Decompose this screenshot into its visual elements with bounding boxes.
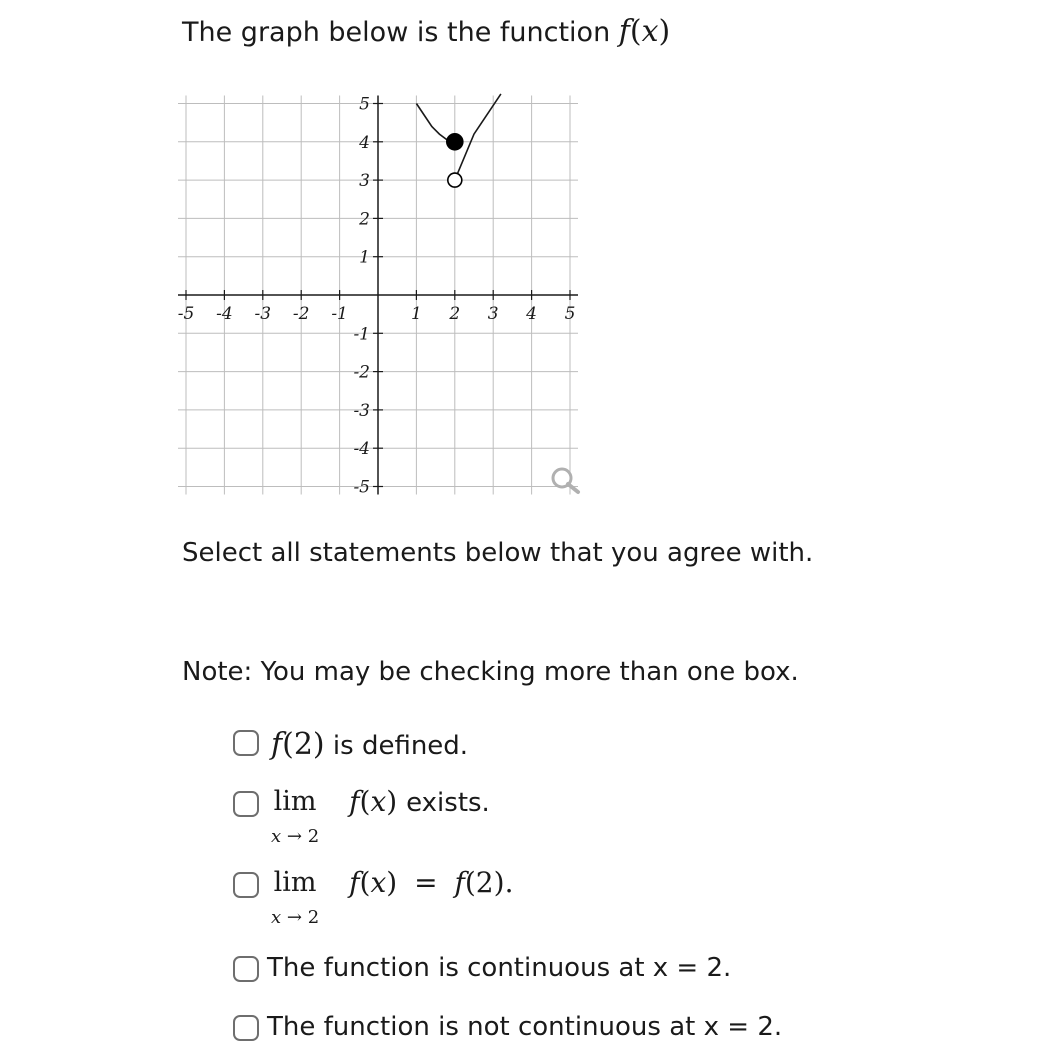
x-tick-label: -2 — [292, 304, 310, 324]
option-continuous[interactable] — [233, 953, 731, 983]
function-graph — [170, 88, 590, 508]
y-tick-label: -4 — [353, 439, 370, 460]
y-tick-label: -2 — [353, 362, 370, 383]
option-label: is defined. — [332, 731, 469, 761]
option-limit-exists[interactable]: lim x → 2 f(x) exists. — [233, 788, 490, 847]
y-tick-label: -5 — [353, 477, 370, 498]
x-tick-label: 1 — [410, 304, 422, 324]
x-tick-label: 5 — [564, 304, 576, 324]
limit-operator: lim x → 2 — [271, 786, 320, 847]
open-point — [448, 173, 462, 187]
x-tick-label: 3 — [487, 304, 499, 324]
x-tick-label: -3 — [254, 304, 272, 324]
y-tick-label: -1 — [353, 324, 370, 345]
y-tick-label: 3 — [359, 171, 370, 192]
question-prompt — [182, 14, 670, 49]
function-notation: f(x) — [618, 14, 671, 49]
tick-labels — [178, 95, 576, 498]
limit-operator: lim x → 2 — [271, 867, 320, 928]
y-tick-label: 1 — [359, 247, 370, 268]
checkbox[interactable] — [233, 956, 259, 982]
checkbox[interactable] — [233, 730, 259, 756]
instructions-text: Select all statements below that you agree with. — [182, 538, 814, 568]
filled-point — [447, 134, 463, 150]
checkbox[interactable] — [233, 872, 259, 898]
option-not-continuous[interactable] — [233, 1012, 782, 1042]
magnifier-icon[interactable] — [553, 469, 578, 492]
prompt-lead: The graph below is the function — [182, 17, 611, 48]
note-text: Note: You may be checking more than one box. — [182, 657, 799, 687]
x-tick-label: 2 — [449, 304, 461, 324]
checkbox[interactable] — [233, 791, 259, 817]
axes — [178, 96, 578, 495]
y-tick-label: -3 — [353, 400, 370, 421]
y-tick-label: 4 — [359, 132, 370, 153]
option-label: The function is not continuous at x = 2. — [267, 1012, 783, 1042]
option-limit-equals-f2[interactable]: lim x → 2 f(x) = f(2). — [233, 869, 513, 928]
checkbox[interactable] — [233, 1015, 259, 1041]
option-f2-defined[interactable] — [233, 727, 468, 762]
x-tick-label: -5 — [177, 304, 195, 324]
x-tick-label: -4 — [216, 304, 233, 324]
x-tick-label: 4 — [526, 304, 538, 324]
x-tick-label: -1 — [331, 304, 348, 324]
f-of-2: f(2) — [271, 727, 325, 762]
y-tick-label: 2 — [359, 209, 370, 230]
option-label: exists. — [406, 788, 490, 818]
option-label: The function is continuous at x = 2. — [267, 953, 732, 983]
y-tick-label: 5 — [359, 94, 370, 115]
